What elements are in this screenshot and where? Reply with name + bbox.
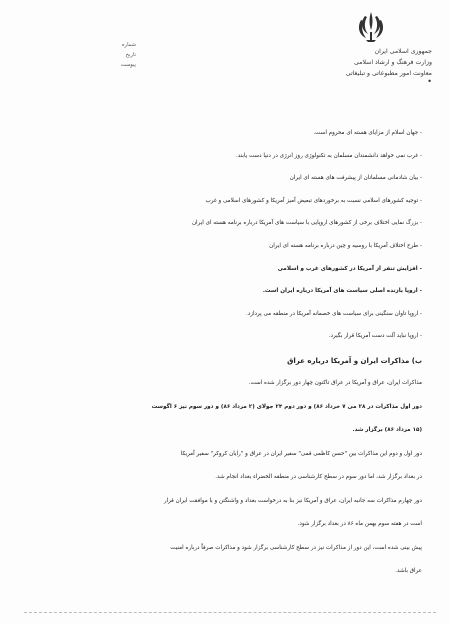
bullet-item: - غرب نمی خواهد دانشمندان مسلمان به تکنولوژی روز انرژی در دنیا دست یابند. (235, 152, 422, 159)
meta-date-label: تاریخ (125, 52, 136, 58)
letterhead-line: معاونت امور مطبوعاتی و تبلیغاتی (345, 70, 432, 77)
letter-meta-fields (96, 40, 136, 70)
meta-number-label: شماره (121, 42, 136, 48)
ministry-letterhead (282, 46, 432, 85)
paragraph (40, 396, 422, 441)
paragraph-line: پیش بینی شده است، این دور از مذاکرات نیز در سطح کارشناسی برگزار شود و مذاکرات صرفاً درباره امنیت (170, 545, 422, 552)
bullet-item: - بزرگ نمایی اختلاف برخی از کشورهای اروپایی با سیاست های آمریکا درباره برنامه هسته ای ایران (191, 220, 422, 227)
paragraph (40, 443, 422, 488)
paragraph-line: دور چهارم مذاکرات سه جانبه ایران، عراق و آمریکا نیز بنا به درخواست بغداد و واشنگتن و با موافقت ایران قرار (163, 498, 422, 505)
bullet-item: - اروپا تاوان سنگینی برای سیاست های خصمانه آمریکا در منطقه می پردازد. (246, 310, 422, 317)
paragraph-line: دور اول مذاکرات در ۲۸ می ۷ خرداد ۸۶) و دور دوم ۲۴ جولای (۲ مرداد ۸۶) و دور سوم نیز ۶ اگوست (151, 404, 422, 411)
letterhead-line: جمهوری اسلامی ایران (374, 48, 432, 55)
paragraph (40, 537, 422, 582)
paragraph (40, 490, 422, 535)
paragraph-line: است در هفته سوم بهمن ماه ۸۶ در بغداد برگزار شود. (297, 520, 422, 527)
bullet-item: - اروپا نباید آلت دست آمریکا قرار بگیرد. (328, 333, 422, 340)
paragraph (40, 372, 422, 395)
footer-divider (24, 612, 436, 613)
bullet-item: - افزایش تنفر از آمریکا در کشورهای غرب و اسلامی (277, 265, 422, 272)
paragraph-line: دور اول و دوم این مذاکرات بین "حسن کاظمی قمی" سفیر ایران در عراق و "رایان کروکر" سفیر آمریکا (180, 451, 422, 458)
letterhead-dot: • (427, 77, 432, 86)
letterhead-line: وزارت فرهنگ و ارشاد اسلامی (353, 59, 432, 66)
meta-attachment-label: پیوست (120, 62, 136, 68)
iran-emblem-icon (356, 10, 386, 44)
paragraph-line: در بغداد برگزار شد، اما دور سوم در سطح کارشناسی در منطقه الخضراء بغداد انجام شد. (215, 473, 422, 480)
paragraph-line: (۱۵ مرداد ۸۶) برگزار شد. (352, 426, 422, 433)
bullet-item: - اروپا بازنده اصلی سیاست های آمریکا درباره ایران است. (262, 288, 422, 295)
bullet-item: - بیان شادمانی مسلمانان از پیشرفت های هسته ای ایران (289, 175, 422, 182)
bullet-item: - طرح اختلاف آمریکا با روسیه و چین درباره برنامه هسته ای ایران (269, 242, 422, 249)
bullet-item: - توجیه کشورهای اسلامی نسبت به برخوردهای تبعیض آمیز آمریکا و کشورهای اسلامی و غرب (205, 197, 422, 204)
paragraph-line: عراق باشد. (395, 567, 422, 574)
bullet-item: - جهان اسلام از مزایای هسته ای محروم است. (313, 130, 422, 136)
paragraph-line: مذاکرات ایران، عراق و آمریکا در عراق تاکنون چهار دور برگزار شده است. (248, 379, 422, 386)
letter-body (40, 122, 422, 584)
section-heading: ب) مذاکرات ایران و آمریکا درباره عراق (287, 356, 422, 365)
